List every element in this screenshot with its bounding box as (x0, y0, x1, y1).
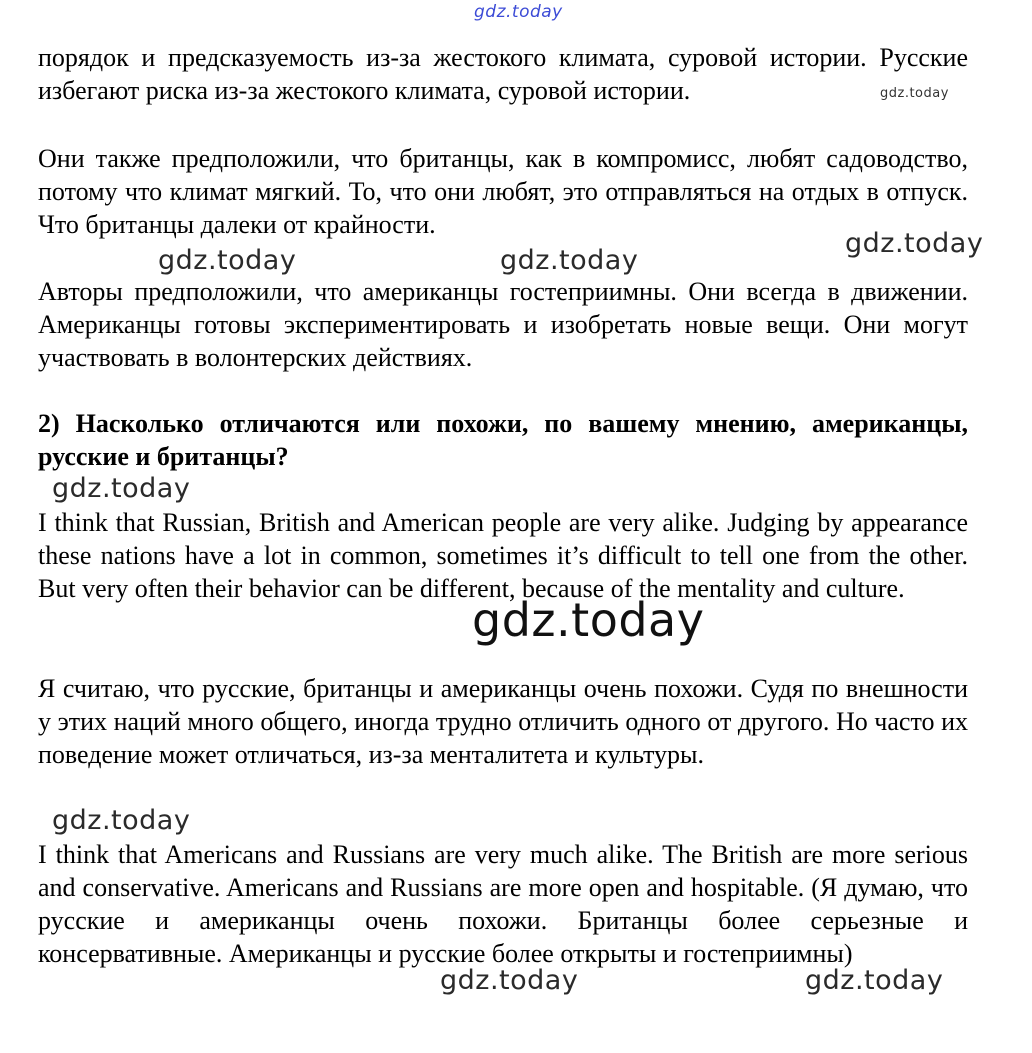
watermark: gdz.today (52, 473, 191, 504)
paragraph-answer-2: I think that Americans and Russians are very much alike. The British are more serious and conservative. Americans and Russians are more open and hospitable. (Я думаю, что русские и американцы очень похожи. Британцы более серьезные и консервативные. Американцы и русские более открыты и гостеприимны) (38, 840, 968, 968)
watermark-large: gdz.today (472, 593, 705, 647)
paragraph-1: порядок и предсказуемость из-за жестокого климата, суровой истории. Русские избегают риска из-за жестокого климата, суровой истории. (38, 43, 968, 105)
paragraph-2: Они также предположили, что британцы, как в компромисс, любят садоводство, потому что климат мягкий. То, что они любят, это отправляться на отдых в отпуск. Что британцы далеки от крайности. (38, 144, 968, 239)
watermark: gdz.today (845, 228, 984, 259)
watermark-inline: gdz.today (880, 86, 949, 101)
paragraph-answer-russian-1: Я считаю, что русские, британцы и американцы очень похожи. Судя по внешности у этих наций много общего, иногда трудно отличить одного от другого. Но часто их поведение может отличаться, из-за менталитета и культуры. (38, 674, 968, 769)
watermark: gdz.today (805, 965, 944, 996)
watermark-top: gdz.today (474, 2, 563, 22)
watermark: gdz.today (158, 245, 297, 276)
watermark: gdz.today (52, 805, 191, 836)
question-heading: 2) Насколько отличаются или похожи, по вашему мнению, американцы, русские и британцы? (38, 409, 968, 471)
watermark: gdz.today (440, 965, 579, 996)
paragraph-3: Авторы предположили, что американцы гостеприимны. Они всегда в движении. Американцы готовы экспериментировать и изобретать новые вещи. Они могут участвовать в волонтерских действиях. (38, 277, 968, 372)
paragraph-answer-english-1: I think that Russian, British and American people are very alike. Judging by appearance these nations have a lot in common, sometimes it’s difficult to tell one from the other. But very often their behavior can be different, because of the mentality and culture. (38, 508, 968, 603)
watermark: gdz.today (500, 245, 639, 276)
